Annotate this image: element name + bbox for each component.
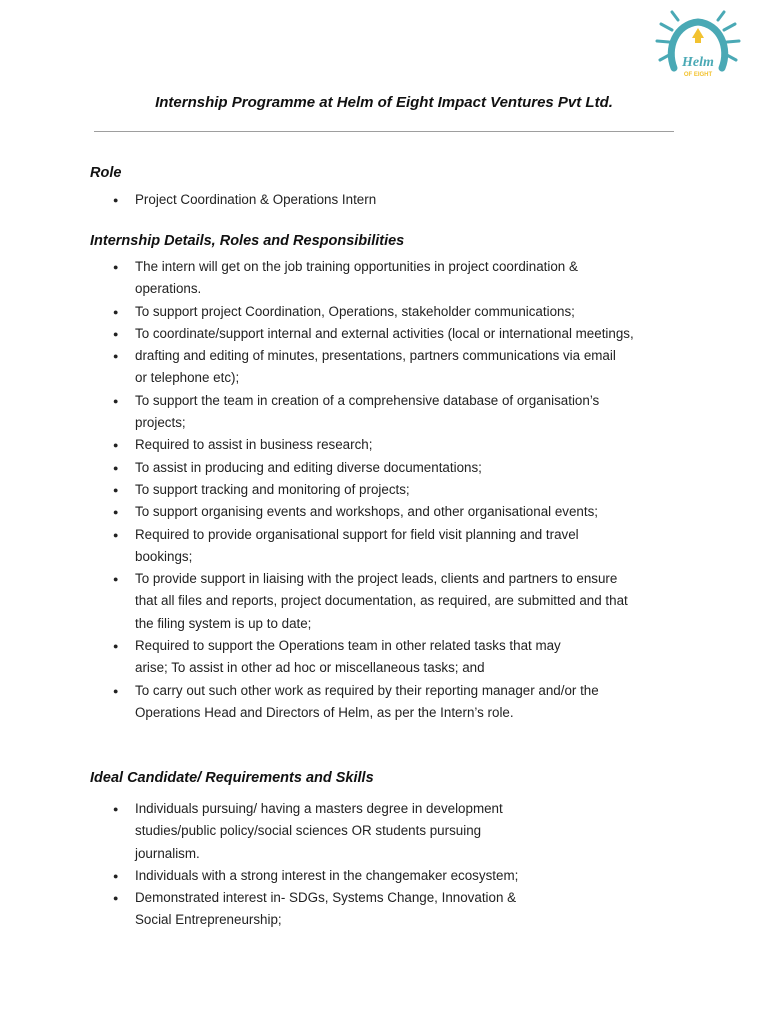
list-item [0, 865, 518, 887]
list-item-line: arise; To assist in other ad hoc or miscellaneous tasks; and [135, 660, 485, 676]
bullet-list-requirements [0, 798, 518, 932]
bullet-list-responsibilities [0, 256, 634, 724]
list-item [0, 798, 518, 865]
bullet-list-role [0, 189, 376, 211]
section-heading-responsibilities: Internship Details, Roles and Responsibilities [90, 233, 405, 249]
list-item-line: bookings; [135, 548, 193, 564]
list-item-line: ● Required to provide organisational support for field visit planning and travel [135, 526, 579, 542]
list-item [0, 457, 634, 479]
list-item-line: operations. [135, 281, 202, 297]
list-item-line: ● Required to support the Operations team in other related tasks that may [135, 638, 561, 654]
section-heading-requirements: Ideal Candidate/ Requirements and Skills [90, 770, 374, 786]
list-item [0, 301, 634, 323]
list-item-line: projects; [135, 415, 186, 431]
list-item-line: ● Demonstrated interest in- SDGs, Systems Change, Innovation & [135, 890, 517, 906]
list-item-line: or telephone etc); [135, 370, 240, 386]
list-item-line: journalism. [135, 845, 200, 861]
list-item-line: ● The intern will get on the job training opportunities in project coordination & [135, 259, 578, 274]
list-item [0, 189, 376, 211]
list-item-line: the filing system is up to date; [135, 615, 312, 631]
list-item-line: Operations Head and Directors of Helm, as per the Intern’s role. [135, 704, 514, 720]
section-heading-role: Role [90, 165, 122, 181]
list-item [0, 479, 634, 501]
list-item [0, 256, 634, 301]
list-item-line: ● To support the team in creation of a comprehensive database of organisation’s [135, 392, 600, 408]
list-item-line: ● To assist in producing and editing diverse documentations; [135, 459, 482, 475]
list-item-line: Social Entrepreneurship; [135, 912, 282, 928]
list-item [0, 635, 634, 680]
list-item-line: ● Project Coordination & Operations Intern [135, 192, 377, 207]
list-item [0, 323, 634, 345]
list-item-line: ● To provide support in liaising with the project leads, clients and partners to ensure [135, 571, 618, 587]
list-item-line: ● To support tracking and monitoring of projects; [135, 481, 410, 497]
list-item-line: ● To support project Coordination, Operations, stakeholder communications; [135, 303, 575, 319]
list-item-line: ● To support organising events and workshops, and other organisational events; [135, 504, 599, 520]
list-item-line: ● Required to assist in business research; [135, 437, 373, 453]
list-item [0, 434, 634, 456]
list-item [0, 887, 518, 932]
logo-sub: OF EIGHT [683, 72, 713, 78]
list-item [0, 390, 634, 435]
list-item [0, 345, 634, 390]
list-item-line: ● drafting and editing of minutes, presentations, partners communications via email [135, 348, 616, 364]
document-title: Internship Programme at Helm of Eight Impact Ventures Pvt Ltd. [155, 94, 613, 111]
list-item [0, 568, 634, 635]
list-item-line: ● To carry out such other work as required by their reporting manager and/or the [135, 682, 599, 698]
list-item [0, 501, 634, 523]
logo-name: Helm [682, 55, 714, 70]
list-item-line: that all files and reports, project documentation, as required, are submitted and that [135, 593, 628, 609]
list-item [0, 524, 634, 569]
list-item-line: ● Individuals with a strong interest in the changemaker ecosystem; [135, 867, 519, 883]
title-divider [94, 131, 674, 132]
list-item [0, 680, 634, 725]
list-item-line: studies/public policy/social sciences OR students pursuing [135, 823, 482, 839]
helm-logo [652, 8, 744, 82]
list-item-line: ● To coordinate/support internal and external activities (local or international meetings, [135, 325, 634, 341]
list-item-line: ● Individuals pursuing/ having a masters degree in development [135, 801, 503, 816]
